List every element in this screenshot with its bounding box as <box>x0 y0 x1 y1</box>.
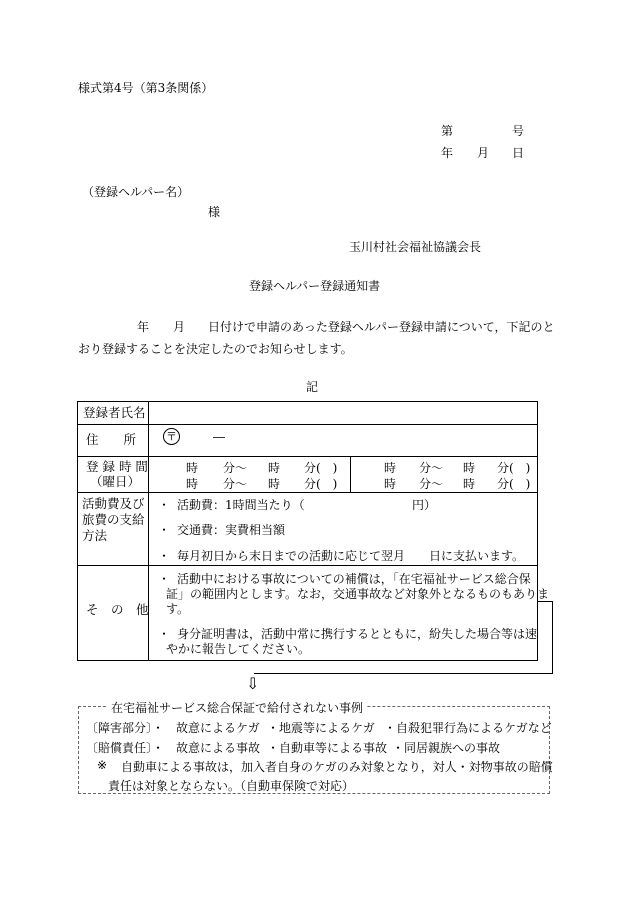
postal-mark-icon: 〒 <box>163 428 180 445</box>
activity-bullet-3: ・ <box>158 549 171 563</box>
name-label: 登録者氏名 <box>83 405 146 420</box>
doc-number-go: 号 <box>512 124 525 138</box>
registration-table <box>77 401 538 661</box>
exclusion-row1-item3: ・自殺犯罪行為によるケガなど <box>384 721 552 735</box>
date-year: 年 <box>441 146 454 160</box>
date-month: 月 <box>477 146 490 160</box>
connector-v <box>552 601 553 674</box>
activity-label-2: 旅費の支給 <box>82 512 145 527</box>
activity-fee-text: 活動費：1時間当たり（ <box>177 498 305 512</box>
body-year: 年 <box>137 320 150 334</box>
time-r2-min2: 分( ) <box>497 477 531 491</box>
sender: 玉川村社会福祉協議会長 <box>349 240 482 254</box>
other-1-line3: す。 <box>166 602 190 616</box>
time-r1-min2: 分( ) <box>497 461 531 475</box>
note-line2: 責任は対象とならない。（自動車保険で対応） <box>108 779 355 793</box>
payment-text: 毎月初日から末日までの活動に応じて翌月 日に支払います。 <box>177 549 525 563</box>
postal-dash: ― <box>213 430 225 444</box>
time-l1-min: 分～ <box>223 461 248 475</box>
time-l2-min2: 分( ) <box>304 477 338 491</box>
exclusion-row1-item1: ・ 故意によるケガ <box>152 721 260 735</box>
address-label: 住 所 <box>86 432 137 447</box>
date-day: 日 <box>512 146 525 160</box>
other-2-line2: やかに報告してください。 <box>166 642 311 656</box>
time-l1-hour2: 時 <box>268 461 281 475</box>
weekday-label: （曜日） <box>90 474 141 489</box>
recipient-sama: 様 <box>208 205 221 219</box>
document-title: 登録ヘルパー登録通知書 <box>249 279 381 293</box>
body-month: 月 <box>173 320 186 334</box>
exclusion-row2-label: 〔賠償責任〕 <box>86 741 159 755</box>
exclusion-row2-item1: ・ 故意による事故 <box>152 741 261 755</box>
note-mark: ※ <box>97 758 108 772</box>
body-line1: 日付けで申請のあった登録ヘルパー登録申請について，下記のと <box>208 320 555 334</box>
form-number: 様式第4号（第3条関係） <box>78 81 214 95</box>
note-line1: 自動車による事故は，加入者自身のケガのみ対象となり，対人・対物事故の賠償 <box>121 760 553 774</box>
down-arrow-icon: ⇩ <box>246 674 260 693</box>
time-label: 登 録 時 間 <box>86 459 148 474</box>
time-r2-hour2: 時 <box>463 477 476 491</box>
exclusion-title: 在宅福祉サービス総合保証で給付されない事例 <box>108 699 366 716</box>
time-r2-hour: 時 <box>384 477 397 491</box>
activity-label-1: 活動費及び <box>82 496 145 511</box>
other-1-line1: 活動中における事故についての補償は，「在宅福祉サービス総合保 <box>177 572 531 586</box>
time-r1-min: 分～ <box>419 461 444 475</box>
recipient-label: （登録ヘルパー名） <box>82 185 190 199</box>
exclusion-row1-item2: ・地震等によるケガ <box>267 721 375 735</box>
other-bullet-2: ・ <box>158 627 171 641</box>
time-l2-min: 分～ <box>223 477 248 491</box>
activity-bullet-1: ・ <box>158 498 171 512</box>
other-1-line2: 証」の範囲内とします。なお，交通事故など対象外となるものもありま <box>166 587 550 601</box>
connector-h2 <box>254 673 553 674</box>
transport-fee-text: 交通費：実費相当額 <box>177 523 286 537</box>
time-r1-hour2: 時 <box>463 461 476 475</box>
time-r1-hour: 時 <box>384 461 397 475</box>
other-2-line1: 身分証明書は，活動中常に携行するとともに，紛失した場合等は速 <box>177 627 538 641</box>
other-label: そ の 他 <box>86 602 149 617</box>
connector-h1 <box>537 601 553 602</box>
exclusion-row1-label: 〔障害部分〕 <box>86 721 159 735</box>
activity-label-3: 方法 <box>82 528 108 543</box>
exclusion-row2-item3: ・同居親族への事故 <box>392 741 501 755</box>
exclusion-row2-item2: ・自動車等による事故 <box>267 741 388 755</box>
other-bullet-1: ・ <box>158 572 171 586</box>
activity-bullet-2: ・ <box>158 523 171 537</box>
time-l1-hour: 時 <box>186 461 199 475</box>
time-l2-hour2: 時 <box>268 477 281 491</box>
body-line2: おり登録することを決定したのでお知らせします。 <box>78 342 353 356</box>
activity-fee-yen: 円） <box>412 498 437 512</box>
ki-heading: 記 <box>306 380 319 394</box>
time-r2-min: 分～ <box>419 477 444 491</box>
time-l2-hour: 時 <box>186 477 199 491</box>
doc-number-dai: 第 <box>441 124 454 138</box>
time-l1-min2: 分( ) <box>304 461 338 475</box>
